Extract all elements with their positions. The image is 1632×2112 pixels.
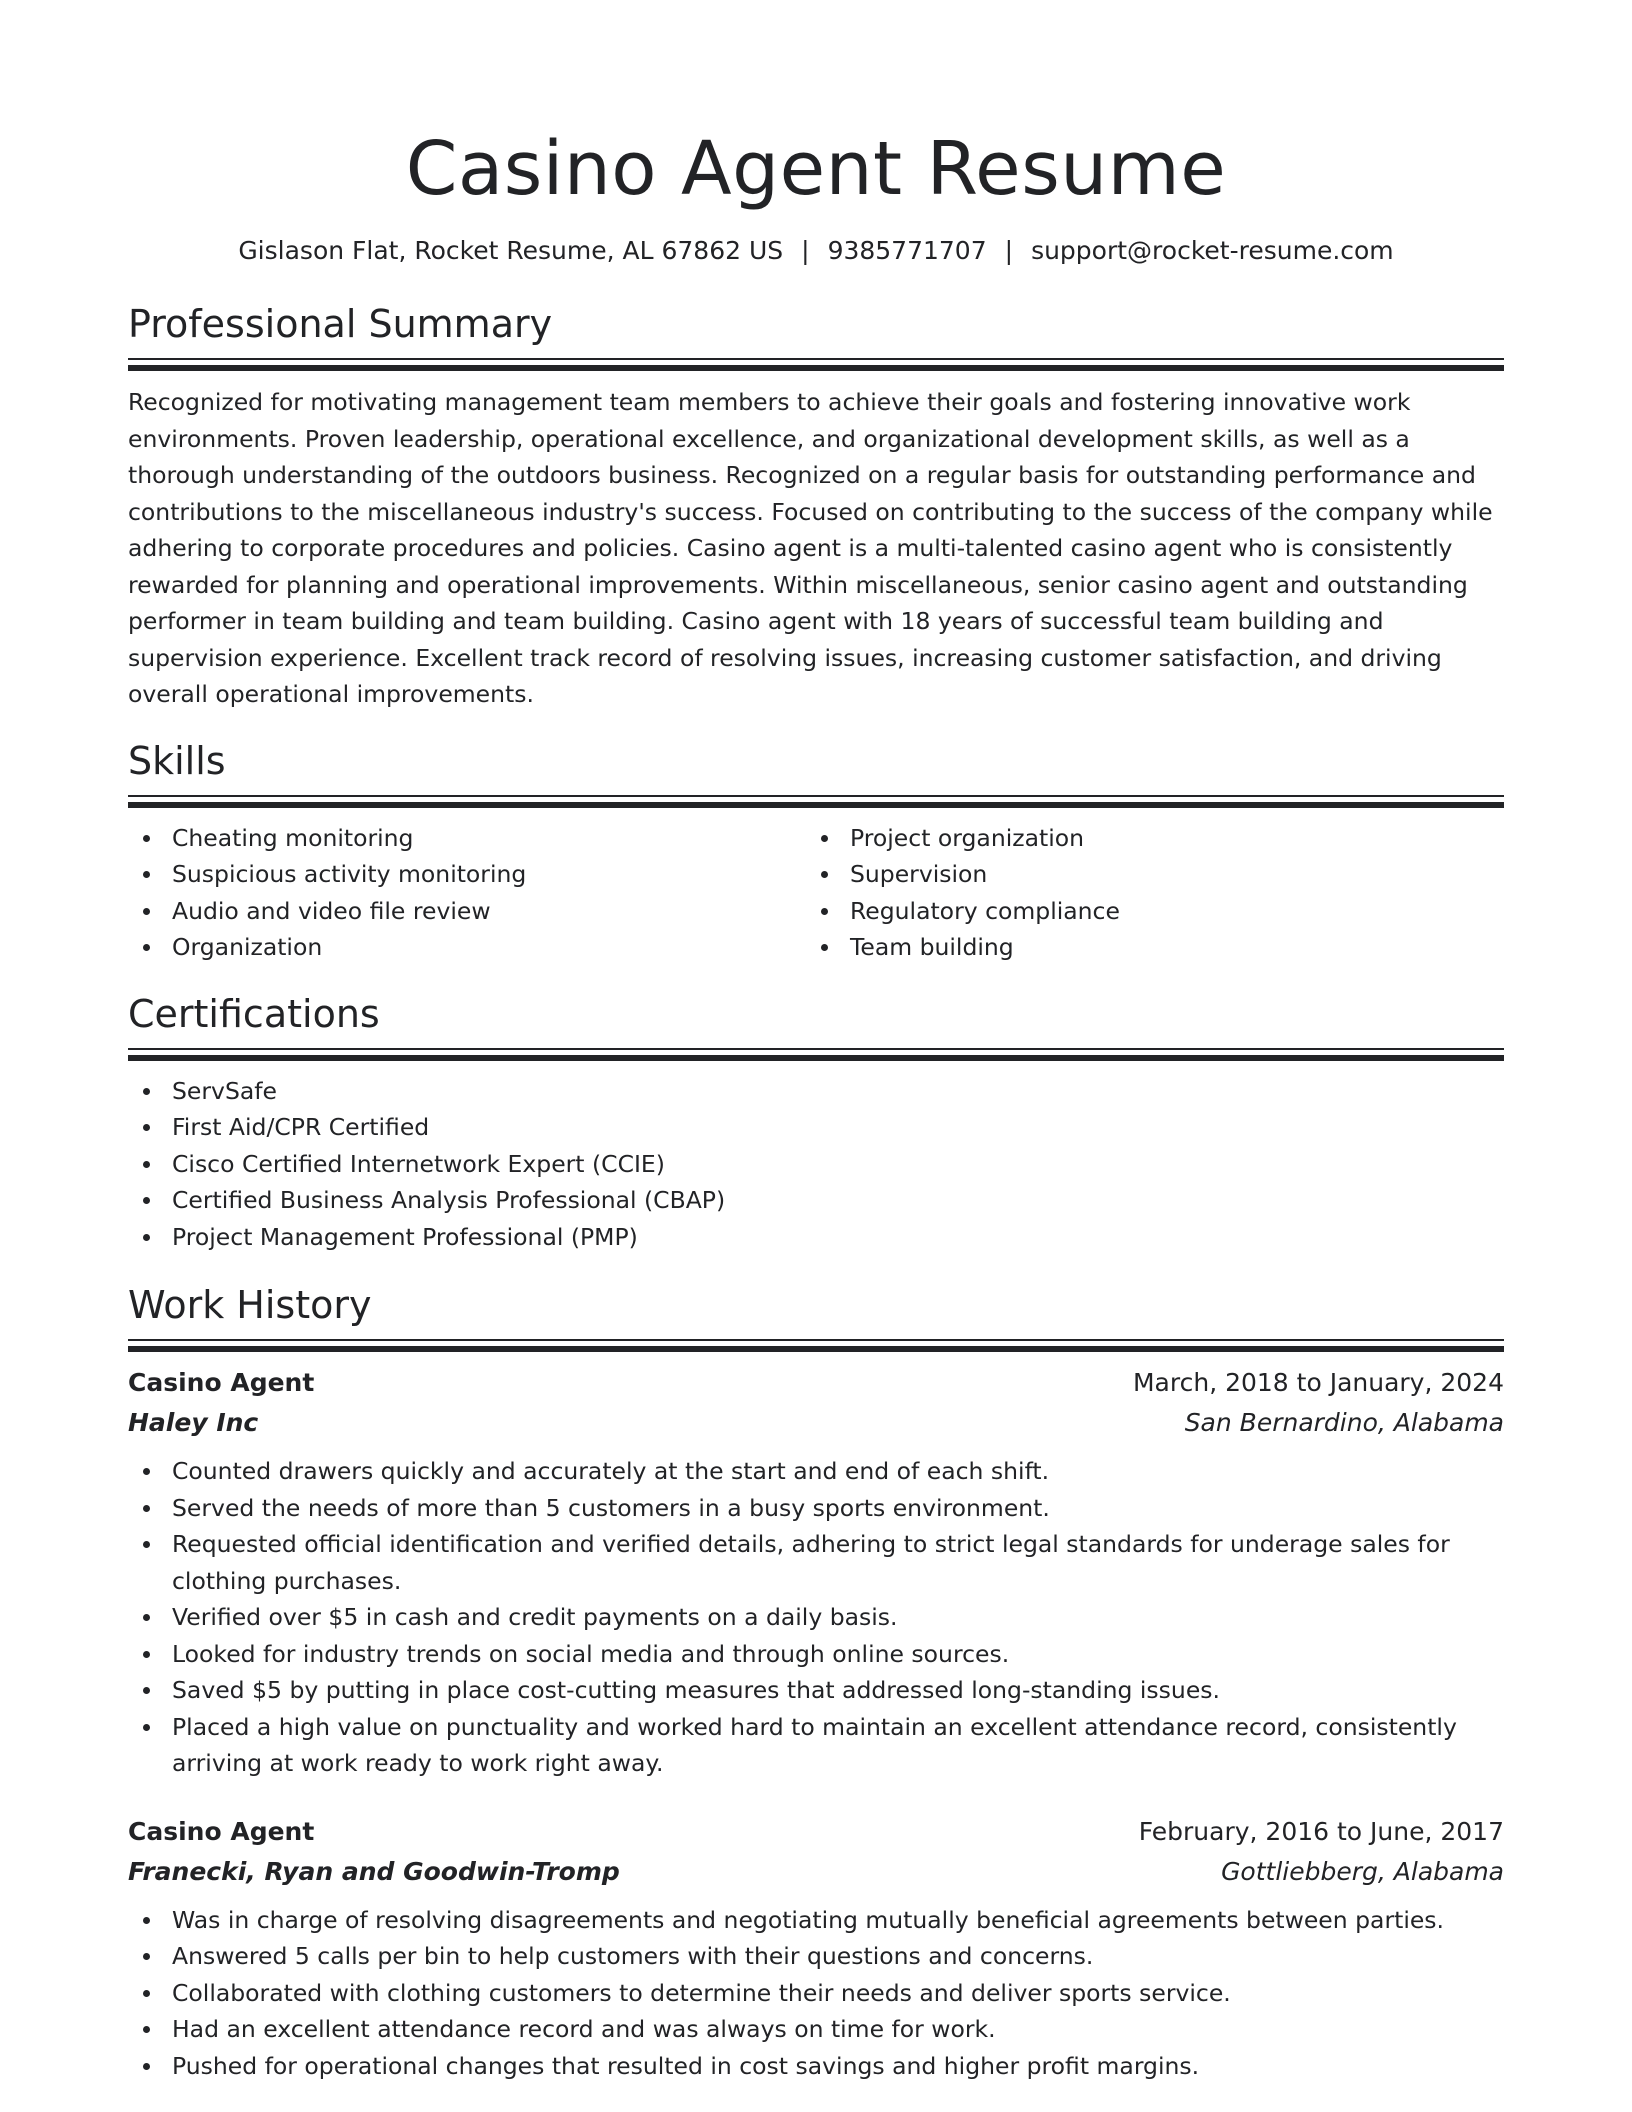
job-title: Casino Agent: [128, 1368, 315, 1397]
job-company-row: [128, 1852, 1504, 1892]
job-bullet: Was in charge of resolving disagreements and negotiating mutually beneficial agreements between parties.: [128, 1902, 1504, 1939]
section-divider: [128, 1339, 1504, 1353]
section-divider: [128, 795, 1504, 809]
skills-column-left: [128, 820, 806, 966]
certification-item: First Aid/CPR Certified: [128, 1109, 1504, 1146]
section-heading-certifications: Certifications: [128, 991, 380, 1036]
job-entry: [128, 1812, 1504, 2085]
job-bullet: Requested official identification and verified details, adhering to strict legal standards for underage sales for clothing purchases.: [128, 1526, 1504, 1599]
job-bullet: Counted drawers quickly and accurately at the start and end of each shift.: [128, 1453, 1504, 1490]
certification-item: Cisco Certified Internetwork Expert (CCIE): [128, 1146, 1504, 1183]
skill-item: Supervision: [806, 856, 1484, 893]
contact-email: support@rocket-resume.com: [1031, 236, 1394, 265]
job-bullet: Served the needs of more than 5 customers in a busy sports environment.: [128, 1490, 1504, 1527]
certification-item: Project Management Professional (PMP): [128, 1219, 1504, 1256]
skills-section: [128, 737, 1504, 966]
job-dates: February, 2016 to June, 2017: [1138, 1816, 1504, 1846]
summary-section: [128, 300, 1504, 713]
job-company-row: [128, 1403, 1504, 1443]
job-bullet: Verified over $5 in cash and credit payments on a daily basis.: [128, 1599, 1504, 1636]
job-bullet: Pushed for operational changes that resulted in cost savings and higher profit margins.: [128, 2048, 1504, 2085]
skill-item: Organization: [128, 929, 806, 966]
job-bullet: Had an excellent attendance record and was always on time for work.: [128, 2011, 1504, 2048]
job-location: San Bernardino, Alabama: [1184, 1408, 1504, 1437]
contact-separator: |: [801, 236, 810, 265]
work-history-section: [128, 1281, 1504, 2084]
skill-item: Team building: [806, 929, 1484, 966]
contact-phone: 9385771707: [827, 236, 987, 265]
job-company: Haley Inc: [128, 1408, 259, 1437]
section-divider: [128, 358, 1504, 372]
job-bullet-list: [128, 1902, 1504, 2085]
skill-item: Regulatory compliance: [806, 893, 1484, 930]
skills-grid: [128, 820, 1504, 966]
section-divider: [128, 1048, 1504, 1062]
job-bullet: Placed a high value on punctuality and worked hard to maintain an excellent attendance record, consistently arriving at work ready to work right away.: [128, 1709, 1504, 1782]
job-bullet: Saved $5 by putting in place cost-cutting measures that addressed long-standing issues.: [128, 1672, 1504, 1709]
contact-line: [128, 234, 1504, 268]
job-bullet: Looked for industry trends on social media and through online sources.: [128, 1636, 1504, 1673]
job-bullet: Collaborated with clothing customers to determine their needs and deliver sports service.: [128, 1975, 1504, 2012]
certifications-list: [128, 1073, 1504, 1256]
skill-item: Audio and video file review: [128, 893, 806, 930]
job-header-row: [128, 1812, 1504, 1852]
contact-separator: |: [1004, 236, 1014, 265]
certification-item: ServSafe: [128, 1073, 1504, 1110]
section-heading-work-history: Work History: [128, 1283, 372, 1327]
job-title: Casino Agent: [128, 1816, 315, 1846]
job-company: Franecki, Ryan and Goodwin-Tromp: [128, 1856, 620, 1886]
skill-item: Suspicious activity monitoring: [128, 856, 806, 893]
certification-item: Certified Business Analysis Professional (CBAP): [128, 1182, 1504, 1219]
contact-address: Gislason Flat, Rocket Resume, AL 67862 US: [238, 236, 784, 265]
resume-page: [128, 0, 1504, 2084]
skill-item: Project organization: [806, 820, 1484, 857]
skill-item: Cheating monitoring: [128, 820, 806, 857]
section-heading-summary: Professional Summary: [128, 302, 553, 346]
section-heading-skills: Skills: [128, 738, 226, 783]
job-entry: [128, 1363, 1504, 1782]
certifications-section: [128, 990, 1504, 1256]
job-location: Gottliebberg, Alabama: [1221, 1856, 1504, 1886]
job-bullet-list: [128, 1453, 1504, 1782]
job-dates: March, 2018 to January, 2024: [1132, 1368, 1504, 1397]
summary-text: Recognized for motivating management team members to achieve their goals and fostering innovative work environments. Proven leadership, operational excellence, and organizational development skills, as well as a thorough understanding of the outdoors business. Recognized on a regular basis for outstanding performance and contributions to the miscellaneous industry's success. Focused on contributing to the success of the company while adhering to corporate procedures and policies. Casino agent is a multi-talented casino agent who is consistently rewarded for planning and operational improvements. Within miscellaneous, senior casino agent and outstanding performer in team building and team building. Casino agent with 18 years of successful team building and supervision experience. Excellent track record of resolving issues, increasing customer satisfaction, and driving overall operational improvements.: [128, 388, 1493, 708]
job-header-row: [128, 1363, 1504, 1403]
resume-title: Casino Agent Resume: [405, 126, 1227, 212]
skills-column-right: [806, 820, 1484, 966]
job-bullet: Answered 5 calls per bin to help customers with their questions and concerns.: [128, 1938, 1504, 1975]
